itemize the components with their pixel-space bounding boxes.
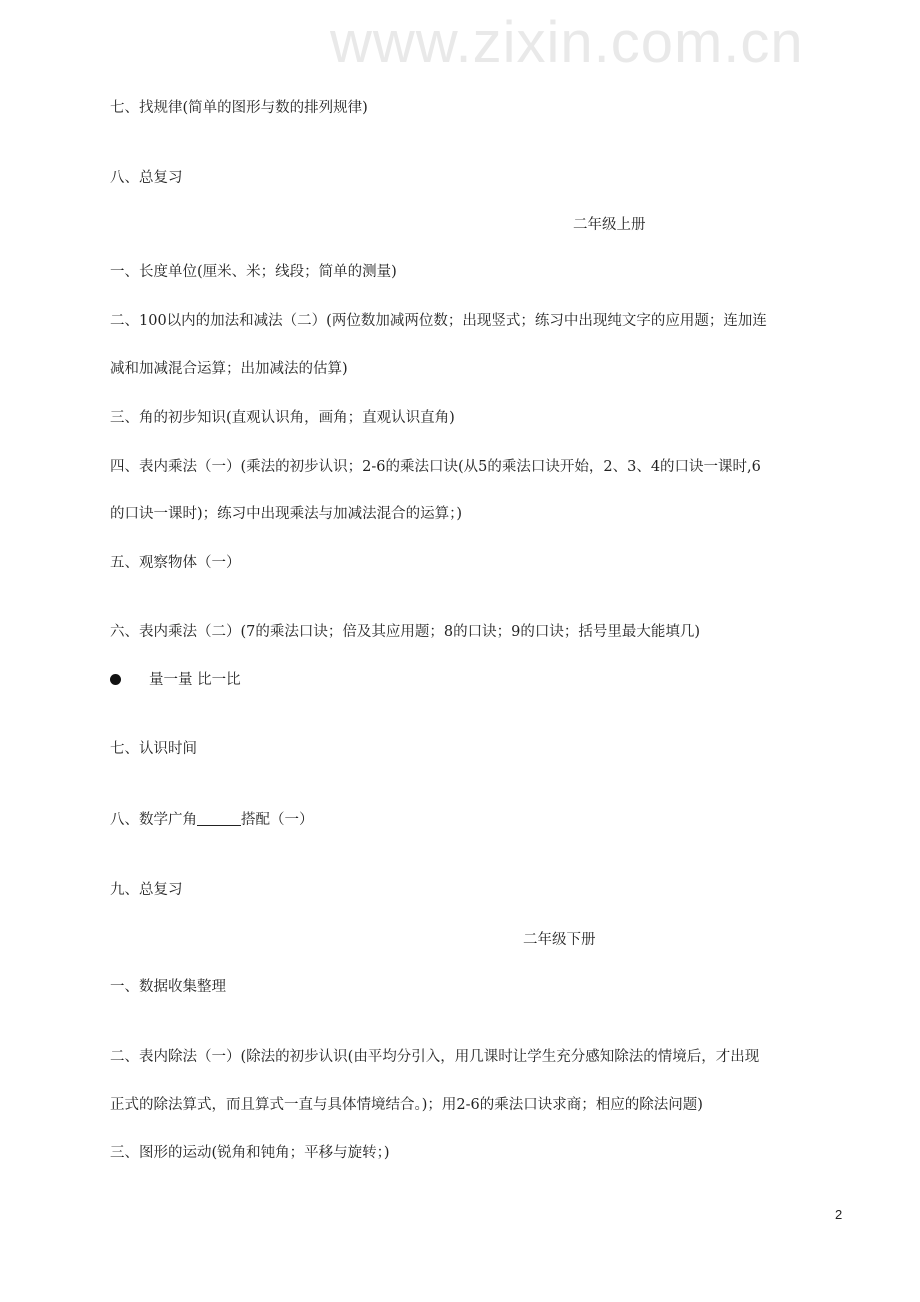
section-line: 五、观察物体（一） xyxy=(110,555,241,571)
section-line: 三、角的初步知识(直观认识角，画角；直观认识直角) xyxy=(110,410,455,426)
section-line-cont: 正式的除法算式，而且算式一直与具体情境结合。)；用2-6的乘法口诀求商；相应的除法问题) xyxy=(110,1097,703,1113)
section-line: 八、总复习 xyxy=(110,170,183,186)
section-line xyxy=(110,810,314,830)
bullet-text: 量一量 比一比 xyxy=(149,672,241,688)
section-line: 七、找规律(简单的图形与数的排列规律) xyxy=(110,100,368,116)
section-text: 八、数学广角 xyxy=(110,812,197,828)
section-line-cont: 减和加减混合运算；出加减法的估算) xyxy=(110,361,348,377)
section-line: 三、图形的运动(锐角和钝角；平移与旋转；) xyxy=(110,1145,390,1161)
section-line: 七、认识时间 xyxy=(110,741,197,757)
section-line: 六、表内乘法（二）(7的乘法口诀；倍及其应用题；8的口诀；9的口诀；括号里最大能填几) xyxy=(110,624,700,640)
underline-blank xyxy=(197,811,241,826)
section-text: 搭配（一） xyxy=(241,812,314,828)
bullet-icon xyxy=(110,674,121,685)
section-line: 二、表内除法（一）(除法的初步认识(由平均分引入，用几课时让学生充分感知除法的情境后，才出现 xyxy=(110,1049,760,1065)
section-line: 九、总复习 xyxy=(110,882,183,898)
bullet-line xyxy=(110,670,241,690)
watermark: www.zixin.com.cn xyxy=(330,10,804,75)
section-line: 二、100以内的加法和减法（二）(两位数加减两位数；出现竖式；练习中出现纯文字的应用题；连加连 xyxy=(110,313,767,329)
grade-heading: 二年级上册 xyxy=(573,217,646,233)
section-line-cont: 的口诀一课时)；练习中出现乘法与加减法混合的运算；) xyxy=(110,506,463,522)
section-line: 四、表内乘法（一）(乘法的初步认识；2-6的乘法口诀(从5的乘法口诀开始，2、3、4的口诀一课时,6 xyxy=(110,459,761,475)
page-number: 2 xyxy=(835,1207,843,1222)
section-line: 一、长度单位(厘米、米；线段；简单的测量) xyxy=(110,264,397,280)
section-line: 一、数据收集整理 xyxy=(110,979,226,995)
grade-heading: 二年级下册 xyxy=(523,932,596,948)
